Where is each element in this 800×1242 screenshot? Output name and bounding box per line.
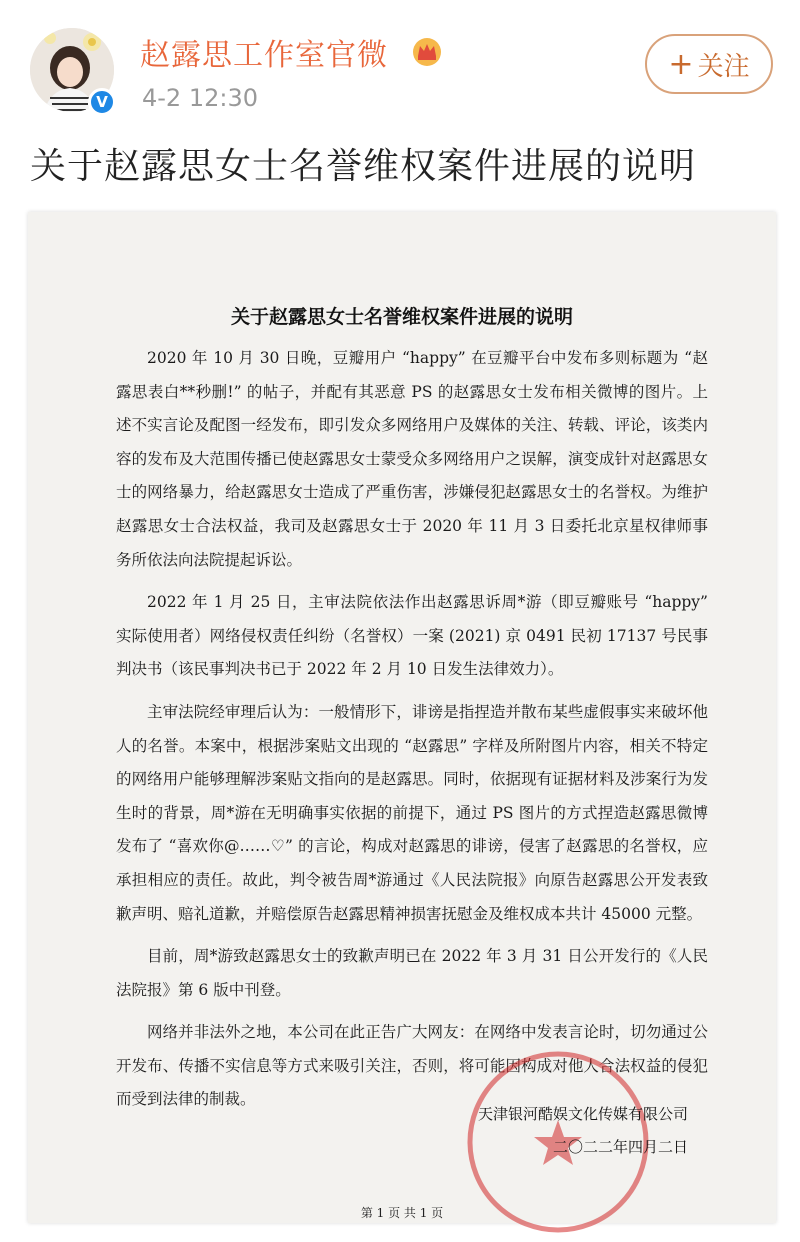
document-paragraph: 2022 年 1 月 25 日，主审法院依法作出赵露思诉周*游（即豆瓣账号 “happy” 实际使用者）网络侵权责任纠纷（名誉权）一案 (2021) 京 0491 民初 17137 号民事判决书（该民事判决书已于 2022 年 2 月 10 日发生法律效力）。 [116,593,708,679]
document-body [116,342,708,1126]
signature-date: 二〇二二年四月二日 [552,1138,688,1156]
company-name: 天津银河酷娱文化传媒有限公司 [477,1105,688,1123]
verified-icon: V [88,88,116,116]
document-paragraph: 2020 年 10 月 30 日晚，豆瓣用户 “happy” 在豆瓣平台中发布多则标题为 “赵露思表白**秒删!” 的帖子，并配有其恶意 PS 的赵露思女士发布相关微博的图片。上述不实言论及配图一经发布，即引发众多网络用户及媒体的关注、转载、评论，该类内容的发布及大范围传播已使赵露思女士蒙受众多网络用户之误解，演变成针对赵露思女士的网络暴力，给赵露思女士造成了严重伤害，涉嫌侵犯赵露思女士的名誉权。为维护赵露思女士合法权益，我司及赵露思女士于 2020 年 11 月 3 日委托北京星权律师事务所依法向法院提起诉讼。 [116,349,708,569]
post-title: 关于赵露思女士名誉维权案件进展的说明 [30,146,697,187]
crown-icon [410,36,444,68]
document-image[interactable] [28,212,776,1223]
plus-icon: + [668,46,694,82]
follow-label: 关注 [697,51,750,82]
document-paragraph: 目前，周*游致赵露思女士的致歉声明已在 2022 年 3 月 31 日公开发行的《人民法院报》第 6 版中刊登。 [116,947,708,999]
post-header [0,0,800,187]
post-time: 4-2 12:30 [142,84,258,112]
signature-block [428,1098,688,1164]
page-number: 第 1 页 共 1 页 [360,1206,444,1220]
follow-button[interactable] [645,34,773,94]
document-paragraph: 网络并非法外之地，本公司在此正告广大网友：在网络中发表言论时，切勿通过公开发布、传播不实信息等方式来吸引关注，否则，将可能因构成对他人合法权益的侵犯而受到法律的制裁。 [116,1023,708,1109]
document-paragraph: 主审法院经审理后认为：一般情形下，诽谤是指捏造并散布某些虚假事实来破坏他人的名誉。本案中，根据涉案贴文出现的 “赵露思” 字样及所附图片内容，相关不特定的网络用户能够理解涉案贴文指向的是赵露思。同时，依据现有证据材料及涉案行为发生时的背景，周*游在无明确事实依据的前提下，通过 PS 图片的方式捏造赵露思微博发布了 “喜欢你@……♡” 的言论，构成对赵露思的诽谤，侵害了赵露思的名誉权，应承担相应的责任。故此，判令被告周*游通过《人民法院报》向原告赵露思公开发表致歉声明、赔礼道歉，并赔偿原告赵露思精神损害抚慰金及维权成本共计 45000 元整。 [116,702,708,923]
username[interactable]: 赵露思工作室官微 [140,38,388,73]
document-title: 关于赵露思女士名誉维权案件进展的说明 [230,306,573,328]
